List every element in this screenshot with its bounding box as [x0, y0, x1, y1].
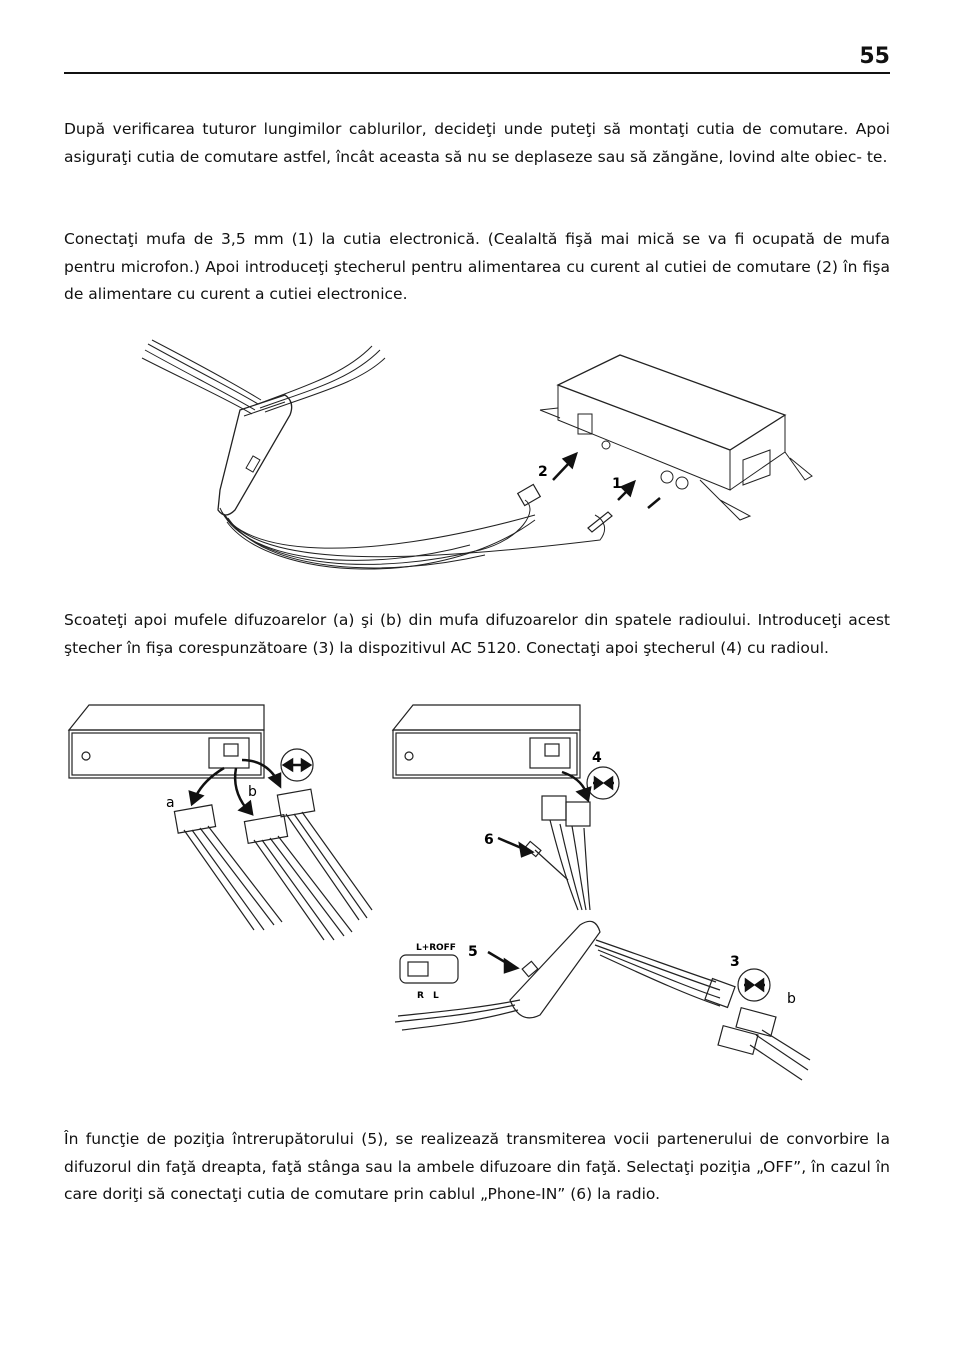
paragraph-speaker-plugs: Scoateţi apoi mufele difuzoarelor (a) şi (b) din mufa difuzoarelor din spatele radioului. Introduceţi acest ştecher în fişa corespunzătoare (3) la dispozitivul AC 5120. Conectaţi apoi ştecherul (4) cu radioul.	[64, 611, 890, 657]
page-number: 55	[859, 44, 890, 69]
callout-5: 5	[468, 944, 478, 960]
header-rule	[64, 72, 890, 74]
paragraph-switch-position: În funcţie de poziţia întrerupătorului (5), se realizează transmiterea vocii partenerului de convorbire la difuzorul din faţă dreapta, faţă stânga sau la ambele difuzoare din faţă. Selectaţi poziţia „OFF”, în cazul în care doriţi să conectaţi cutia de comutare prin cablul „Phone-IN” (6) la radio.	[64, 1130, 890, 1203]
paragraph-mounting: După verificarea tuturor lungimilor cablurilor, decideţi unde puteţi să montaţi cutia de comutare. Apoi asiguraţi cutia de comutare astfel, încât aceasta să nu se deplaseze sau să zăngăne, lovind alte obiec- te.	[64, 120, 890, 166]
switch-label-off: OFF	[436, 943, 456, 953]
callout-b: b	[787, 991, 796, 1007]
callout-a: a	[166, 795, 175, 811]
figure-connect-ac5120	[390, 700, 820, 1090]
callout-3: 3	[730, 954, 740, 970]
callout-1: 1	[612, 476, 622, 492]
callout-b: b	[248, 784, 257, 800]
figure-remove-speaker-plugs	[64, 700, 374, 960]
switch-label-r: R	[417, 991, 424, 1001]
callout-4: 4	[592, 750, 602, 766]
figure-switchbox-connection	[140, 340, 820, 595]
switch-label-lr: L+R	[416, 943, 437, 953]
paragraph-connect-jack: Conectaţi mufa de 3,5 mm (1) la cutia electronică. (Cealaltă fişă mai mică se va fi ocupată de mufa pentru microfon.) Apoi introduceţi ştecherul pentru alimentarea cu curent al cutiei de comutare (2) în fişa de alimentare cu curent a cutiei electronice.	[64, 230, 890, 303]
callout-2: 2	[538, 464, 548, 480]
switch-label-l: L	[433, 991, 439, 1001]
callout-6: 6	[484, 832, 494, 848]
